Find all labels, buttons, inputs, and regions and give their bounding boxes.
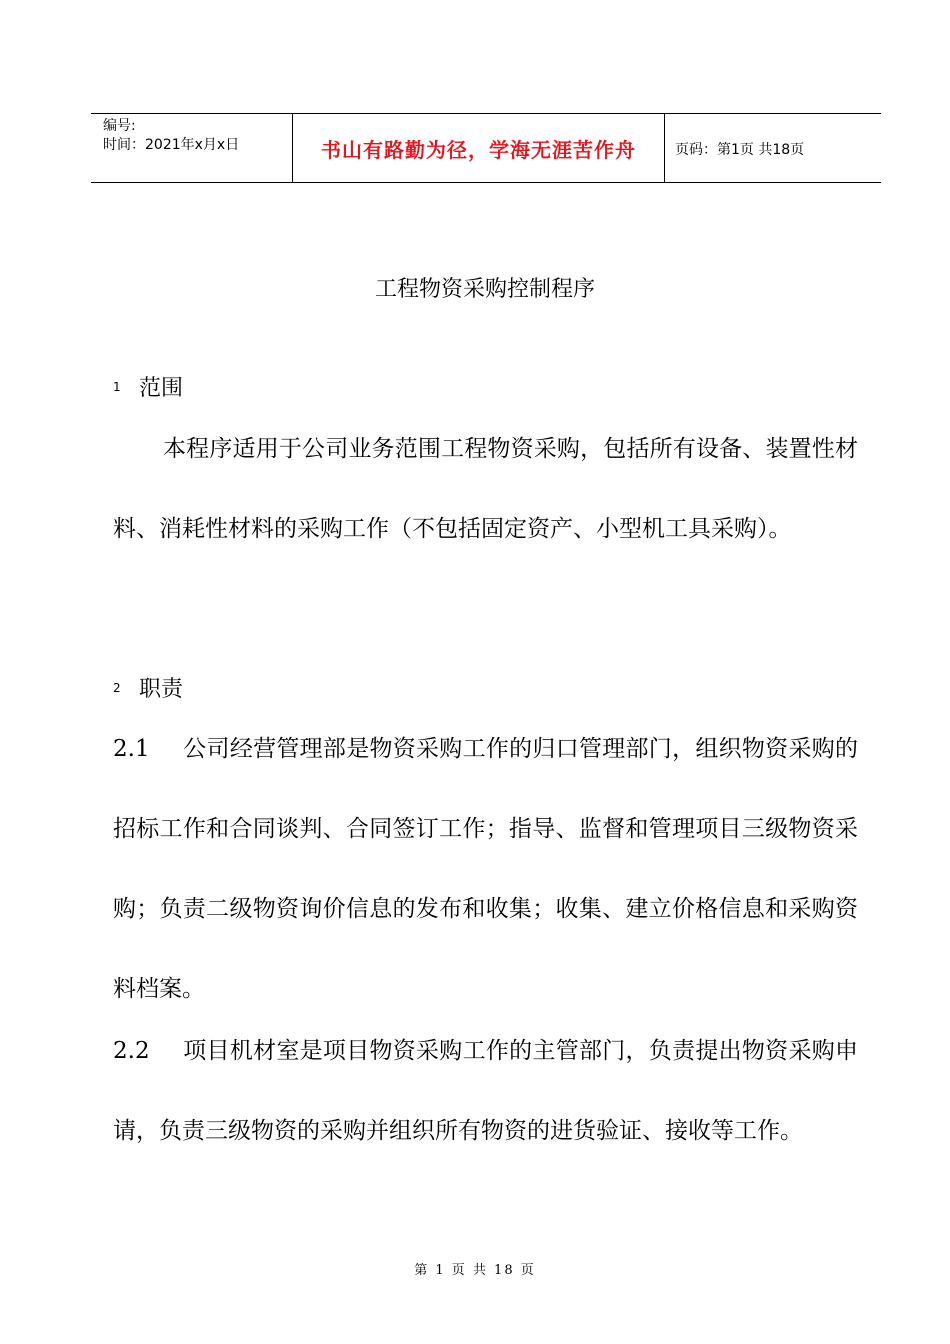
section-label: 范围 <box>139 376 184 401</box>
section-number: 1 <box>113 379 121 394</box>
header-page-info: 页码：第1页 共18页 <box>675 142 805 158</box>
item-text: 项目机材室是项目物资采购工作的主管部门，负责提出物资采购申请，负责三级物资的采购并组织所有物资的进货验证、接收等工作。 <box>113 1038 858 1144</box>
document-header <box>91 113 881 183</box>
document-title: 工程物资采购控制程序 <box>374 277 595 302</box>
duty-item-2-2 <box>113 1011 858 1171</box>
header-meta <box>103 117 239 155</box>
item-text: 公司经营管理部是物资采购工作的归口管理部门，组织物资采购的招标工作和合同谈判、合同签订工作；指导、监督和管理项目三级物资采购；负责二级物资询价信息的发布和收集；收集、建立价格信息和采购资料档案。 <box>113 736 858 1002</box>
scope-paragraph: 本程序适用于公司业务范围工程物资采购，包括所有设备、装置性材料、消耗性材料的采购工作（不包括固定资产、小型机工具采购）。 <box>113 436 858 542</box>
document-number-label: 编号: <box>103 118 136 134</box>
item-number: 2.1 <box>113 736 150 762</box>
item-number: 2.2 <box>113 1038 150 1064</box>
document-time-label: 时间：2021年x月x日 <box>103 137 240 153</box>
section-heading-duties <box>113 672 183 703</box>
section-heading-scope <box>113 371 183 402</box>
page-footer: 第 1 页 共 18 页 <box>414 1263 536 1278</box>
duty-item-2-1 <box>113 709 858 1029</box>
header-motto: 书山有路勤为径，学海无涯苦作舟 <box>321 138 636 162</box>
header-divider <box>664 114 665 182</box>
section-number: 2 <box>113 680 121 695</box>
section-label: 职责 <box>139 677 184 702</box>
